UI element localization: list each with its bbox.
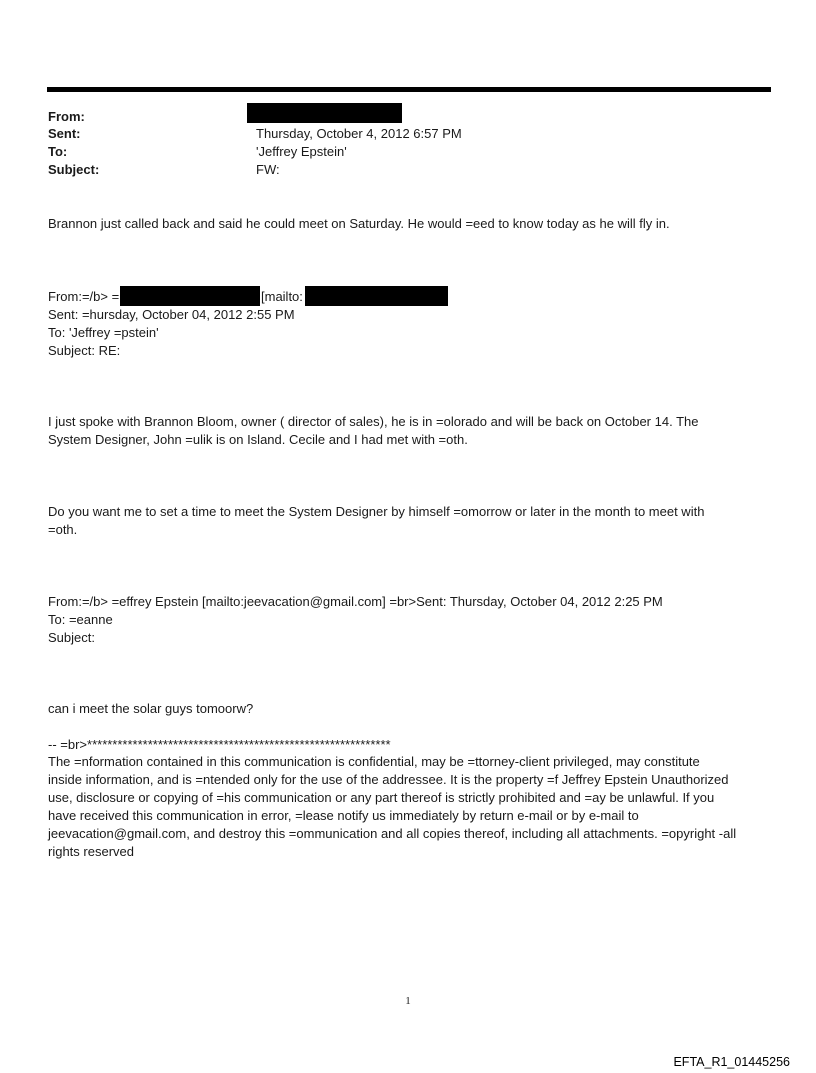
to-label: To: [48,144,68,159]
subject-label: Subject: [48,162,100,177]
sent-value: Thursday, October 4, 2012 6:57 PM [256,126,462,141]
forward2-from: From:=/b> =effrey Epstein [mailto:jeevacation@gmail.com] =br>Sent: Thursday, October 04, 2012 2:25 PM [48,594,663,609]
sent-label: Sent: [48,126,81,141]
para2-line2: =oth. [48,522,78,537]
disclaimer-line: use, disclosure or copying of =his communication or any part thereof is strictly prohibited and =ay be unlawful. If you [48,790,715,805]
para2-line1: Do you want me to set a time to meet the System Designer by himself =omorrow or later in the month to meet with [48,504,705,519]
redaction-forward1-email [305,286,448,306]
signature-separator: -- =br>************************************************************ [48,737,391,752]
forward1-sent: Sent: =hursday, October 04, 2012 2:55 PM [48,307,295,322]
subject-value: FW: [256,162,280,177]
to-row [48,143,768,161]
forward2-to: To: =eanne [48,612,113,627]
disclaimer-line: have received this communication in error, =lease notify us immediately by return e-mail or by e-mail to [48,808,639,823]
sent-row [48,125,768,143]
para1-line2: System Designer, John =ulik is on Island. Cecile and I had met with =oth. [48,432,468,447]
redaction-from [247,103,402,123]
forward1-to: To: 'Jeffrey =pstein' [48,325,159,340]
forward1-from-prefix: From:=/b> = [48,289,120,304]
disclaimer-line: rights reserved [48,844,134,859]
document-id: EFTA_R1_01445256 [673,1055,790,1069]
para1-line1: I just spoke with Brannon Bloom, owner ( director of sales), he is in =olorado and will be back on October 14. The [48,414,699,429]
body-intro: Brannon just called back and said he could meet on Saturday. He would =eed to know today as he will fly in. [48,216,670,231]
redaction-forward1-name [120,286,260,306]
to-value: 'Jeffrey Epstein' [256,144,347,159]
question: can i meet the solar guys tomoorw? [48,701,254,716]
subject-row [48,161,768,179]
header-rule [47,87,771,92]
disclaimer-line: The =nformation contained in this communication is confidential, may be =ttorney-client privileged, may constitute [48,754,700,769]
forward1-subject: Subject: RE: [48,343,121,358]
from-row [48,108,768,126]
page-number: 1 [405,995,411,1007]
disclaimer-line: jeevacation@gmail.com, and destroy this =ommunication and all copies thereof, including all attachments. =opyright -all [48,826,737,841]
forward2-subject: Subject: [48,630,95,645]
from-label: From: [48,109,85,124]
forward1-mailto: [mailto: [261,289,303,304]
disclaimer-line: inside information, and is =ntended only for the use of the addressee. It is the property =f Jeffrey Epstein Unauthorized [48,772,729,787]
